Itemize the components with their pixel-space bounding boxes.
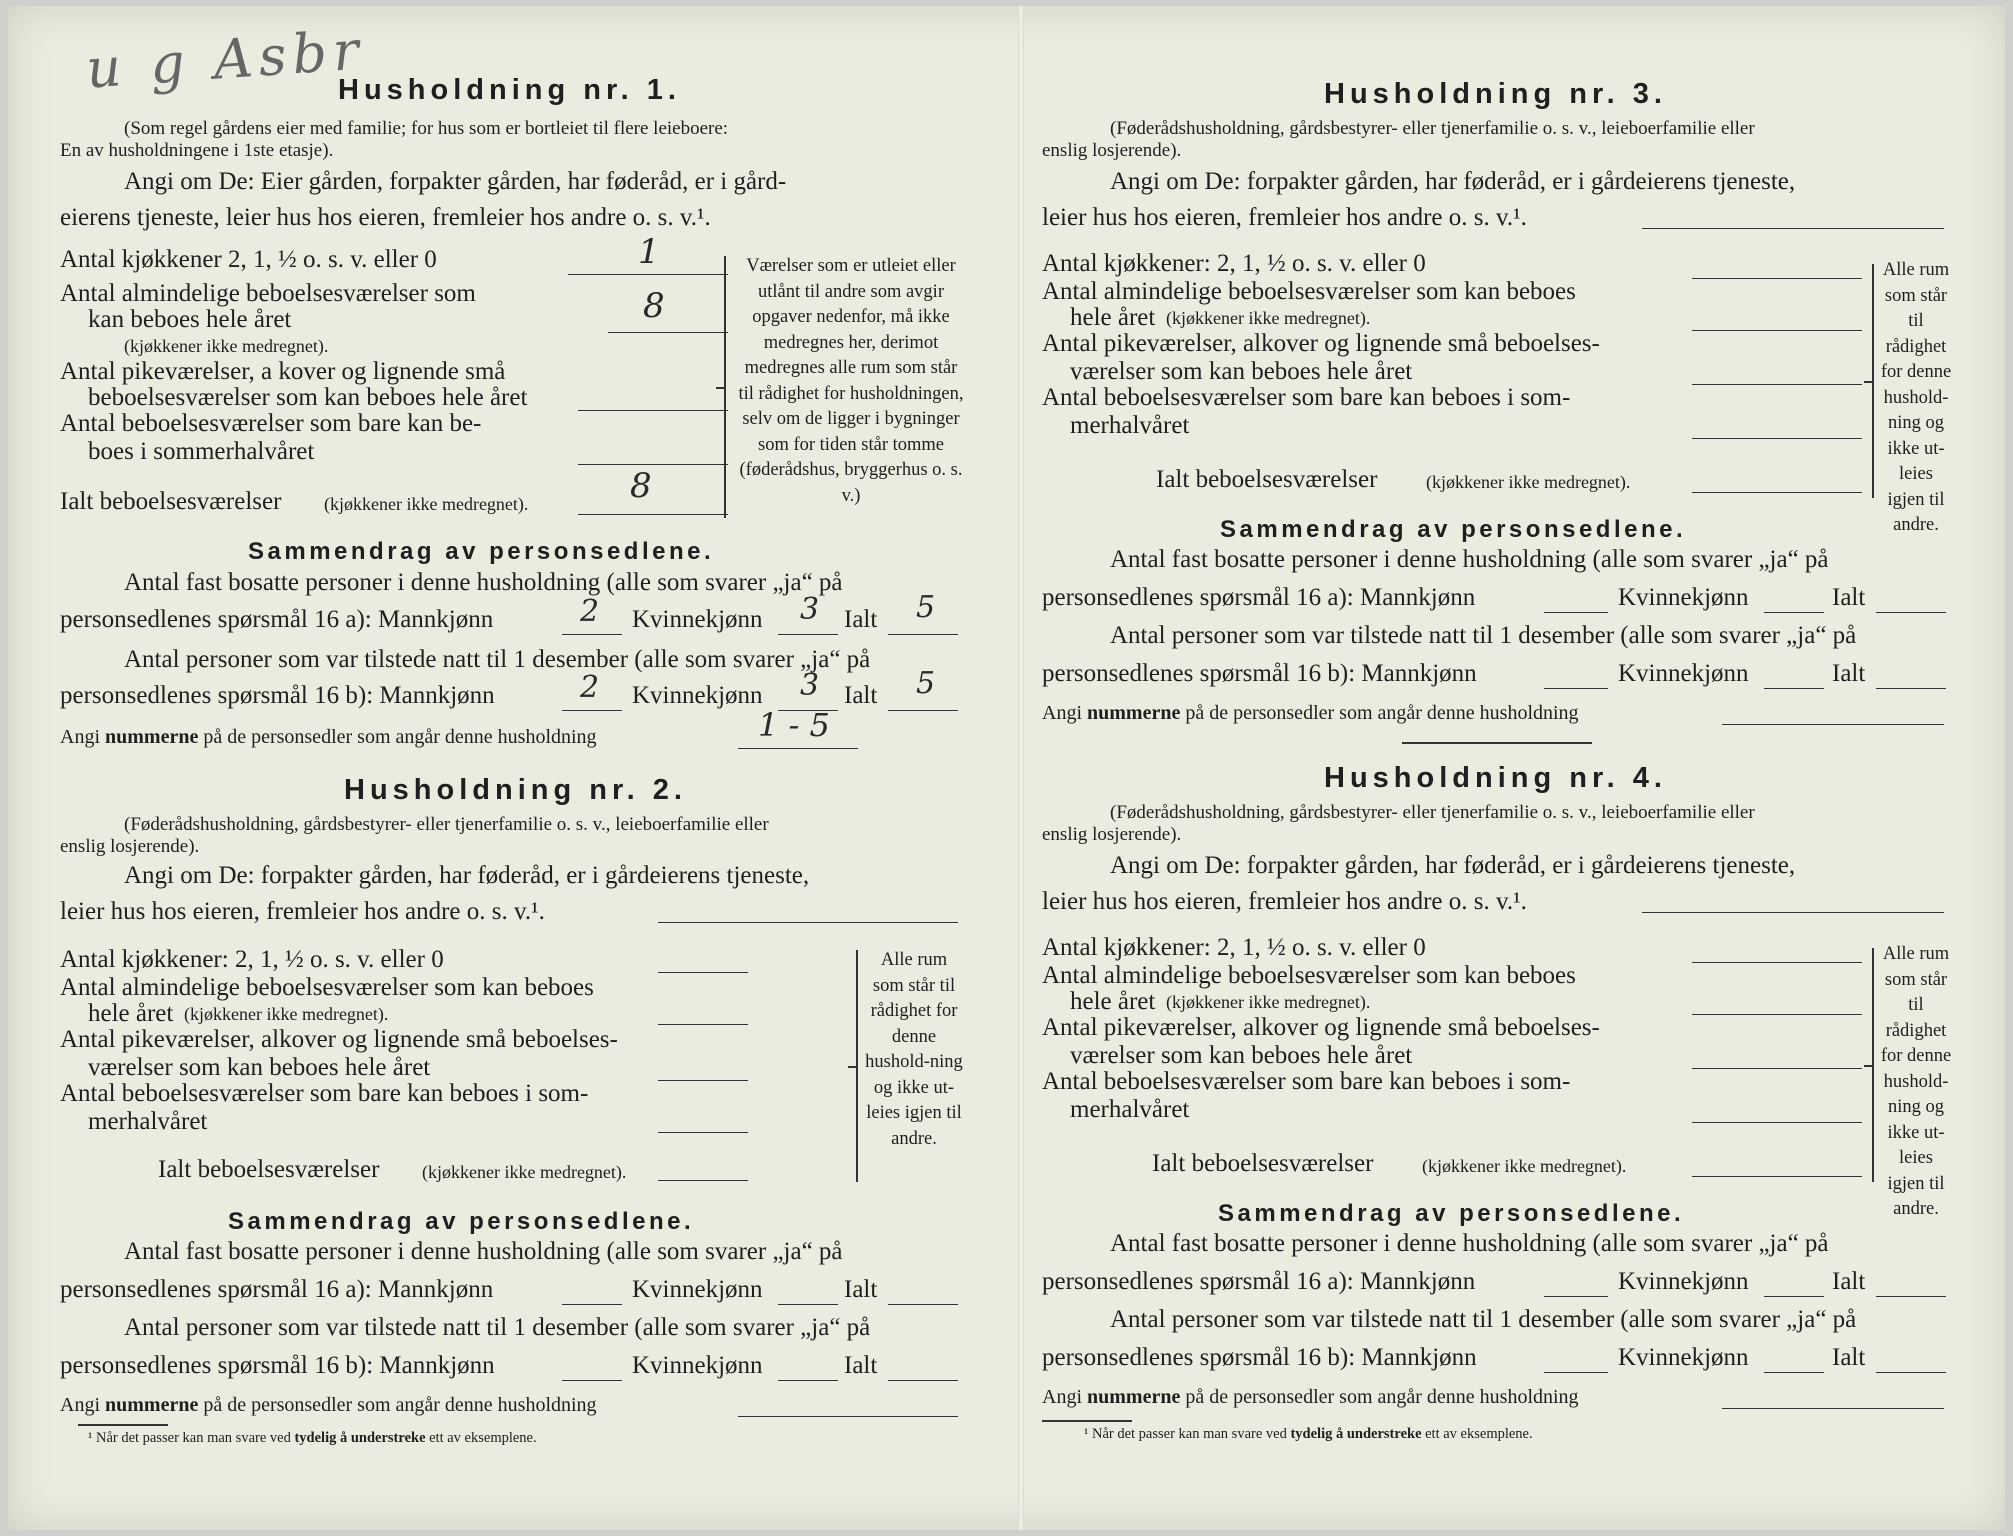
household-4-men-b-line <box>1544 1372 1608 1373</box>
household-1-total-line <box>578 514 728 515</box>
household-3-sum-a1: Antal fast bosatte personer i denne husholdning (alle som svarer „ja“ på <box>1110 546 1829 573</box>
household-3-total-a-label: Ialt <box>1832 584 1866 611</box>
numbers-prefix: Angi <box>1042 702 1082 724</box>
numbers-prefix: Angi <box>60 1394 100 1416</box>
household-3-angi-1: Angi om De: forpakter gården, har føderåd, er i gårdeierens tjeneste, <box>1110 168 1796 195</box>
household-2-men-a-line <box>562 1304 622 1305</box>
household-2-heading: Husholdning nr. 2. <box>344 774 687 806</box>
numbers-bold: nummerne <box>1087 702 1181 724</box>
household-4-small-b: værelser som kan beboes hele året <box>1070 1042 1413 1069</box>
household-3-angi-2: leier hus hos eieren, fremleier hos andre o. s. v.¹. <box>1042 204 1527 231</box>
household-1-total-b: 5 <box>916 666 936 701</box>
household-3-summer-line <box>1692 438 1862 439</box>
household-2-sum-b2: personsedlenes spørsmål 16 b): Mannkjønn <box>60 1352 495 1379</box>
household-4-rooms-b: hele året <box>1070 988 1156 1015</box>
household-2-small-a: Antal pikeværelser, alkover og lignende små beboelses- <box>60 1026 618 1053</box>
household-4-men-a-line <box>1544 1296 1608 1297</box>
household-1-side-note: Værelser som er utleiet eller utlånt til andre som avgir opgaver nedenfor, må ikke medregnes her, derimot medregnes alle rum som står til rådighet for husholdningen, selv om de ligger i bygninger som for tiden står tomme (føderådshus, bryggerhus o. s. v.) <box>738 256 964 506</box>
household-2-small-b: værelser som kan beboes hele året <box>88 1054 431 1081</box>
household-1-numbers-value: 1 - 5 <box>758 706 830 744</box>
household-1-sum-a2: personsedlenes spørsmål 16 a): Mannkjønn <box>60 606 494 633</box>
household-3-small-a: Antal pikeværelser, alkover og lignende små beboelses- <box>1042 330 1600 357</box>
page-fold <box>1018 6 1024 1530</box>
numbers-prefix: Angi <box>1042 1386 1082 1408</box>
household-4-total-b-line <box>1876 1372 1946 1373</box>
left-footnote <box>88 1430 537 1447</box>
household-1-men-a-line <box>562 634 622 635</box>
household-1-rooms-line <box>608 332 728 333</box>
footnote-suffix: ett av eksemplene. <box>1425 1426 1533 1442</box>
household-1-kitchens-line <box>568 274 728 275</box>
household-4-total-b-label: Ialt <box>1832 1344 1866 1371</box>
household-4-summer-line <box>1692 1122 1862 1123</box>
household-4-total-a-line <box>1876 1296 1946 1297</box>
household-1-kitchens-label: Antal kjøkkener 2, 1, ½ o. s. v. eller 0 <box>60 246 437 273</box>
household-1-sum-a1: Antal fast bosatte personer i denne husholdning (alle som svarer „ja“ på <box>124 569 843 596</box>
household-2-numbers-line <box>738 1416 958 1417</box>
household-1-small-b: beboelsesværelser som kan beboes hele året <box>88 384 528 411</box>
household-2-numbers-label <box>60 1394 597 1417</box>
household-4-rooms-c: (kjøkkener ikke medregnet). <box>1166 992 1371 1012</box>
household-3-women-b-line <box>1764 688 1824 689</box>
household-2-angi-line <box>658 922 958 923</box>
household-4-numbers-label <box>1042 1386 1579 1409</box>
household-3-rooms-b: hele året <box>1070 304 1156 331</box>
household-1-women-a: 3 <box>800 592 820 627</box>
household-1-total-note: (kjøkkener ikke medregnet). <box>324 494 529 514</box>
household-4-heading: Husholdning nr. 4. <box>1324 762 1667 794</box>
household-2-angi-1: Angi om De: forpakter gården, har føderåd, er i gårdeierens tjeneste, <box>124 862 810 889</box>
household-1-rooms-a: Antal almindelige beboelsesværelser som <box>60 280 476 307</box>
household-1-women-b: 3 <box>800 668 820 703</box>
household-3-rooms-line <box>1692 330 1862 331</box>
household-3-summary-heading: Sammendrag av personsedlene. <box>1220 516 1687 543</box>
household-3-numbers-line <box>1722 724 1944 725</box>
footnote-prefix: ¹ Når det passer kan man svare ved <box>88 1430 291 1446</box>
household-2-total-a-line <box>888 1304 958 1305</box>
household-2-angi-2: leier hus hos eieren, fremleier hos andre o. s. v.¹. <box>60 898 545 925</box>
numbers-suffix: på de personsedler som angår denne husholdning <box>1185 702 1579 724</box>
household-1-sum-b2: personsedlenes spørsmål 16 b): Mannkjønn <box>60 682 495 709</box>
footnote-prefix: ¹ Når det passer kan man svare ved <box>1084 1426 1287 1442</box>
census-form-sheet <box>8 6 2005 1530</box>
household-3-kitchens-line <box>1692 278 1862 279</box>
household-3-brace <box>1872 264 1874 498</box>
household-2-rooms-c: (kjøkkener ikke medregnet). <box>184 1004 389 1024</box>
household-2-summary-heading: Sammendrag av personsedlene. <box>228 1208 695 1235</box>
household-3-sum-a2: personsedlenes spørsmål 16 a): Mannkjønn <box>1042 584 1476 611</box>
right-footnote <box>1084 1426 1533 1443</box>
household-1-women-a-label: Kvinnekjønn <box>632 606 763 633</box>
household-2-total-b-label: Ialt <box>844 1352 878 1379</box>
household-4-total-line <box>1692 1176 1862 1177</box>
household-2-rooms-a: Antal almindelige beboelsesværelser som kan beboes <box>60 974 594 1001</box>
household-1-rooms-b: kan beboes hele året <box>88 306 292 333</box>
household-3-rooms-c: (kjøkkener ikke medregnet). <box>1166 308 1371 328</box>
household-4-angi-1: Angi om De: forpakter gården, har føderåd, er i gårdeierens tjeneste, <box>1110 852 1796 879</box>
household-1-rooms-c: (kjøkkener ikke medregnet). <box>124 336 329 356</box>
household-4-rooms-line <box>1692 1014 1862 1015</box>
household-3-numbers-label <box>1042 702 1579 725</box>
household-1-women-a-line <box>778 634 838 635</box>
household-4-women-a-label: Kvinnekjønn <box>1618 1268 1749 1295</box>
household-1-men-a: 2 <box>580 594 600 629</box>
household-4-rooms-a: Antal almindelige beboelsesværelser som kan beboes <box>1042 962 1576 989</box>
household-2-men-b-line <box>562 1380 622 1381</box>
household-3-total-label: Ialt beboelsesværelser <box>1156 466 1378 493</box>
household-1-sum-b1: Antal personer som var tilstede natt til 1 desember (alle som svarer „ja“ på <box>124 646 871 673</box>
household-3-women-a-label: Kvinnekjønn <box>1618 584 1749 611</box>
household-2-total-label: Ialt beboelsesværelser <box>158 1156 380 1183</box>
household-1-summer-line <box>578 464 728 465</box>
household-1-brace <box>724 256 726 518</box>
household-1-women-b-label: Kvinnekjønn <box>632 682 763 709</box>
household-3-heading: Husholdning nr. 3. <box>1324 78 1667 110</box>
household-3-side-note: Alle rum som står til rådighet for denne hushold-ning og ikke ut-leies igjen til andre. <box>1880 260 1952 535</box>
household-3-total-line <box>1692 492 1862 493</box>
numbers-prefix: Angi <box>60 726 100 748</box>
household-4-total-note: (kjøkkener ikke medregnet). <box>1422 1156 1627 1176</box>
household-2-total-line <box>658 1180 748 1181</box>
household-4-women-a-line <box>1764 1296 1824 1297</box>
household-1-numbers-label <box>60 726 597 749</box>
household-4-sum-a1: Antal fast bosatte personer i denne husholdning (alle som svarer „ja“ på <box>1110 1230 1829 1257</box>
household-3-total-b-line <box>1876 688 1946 689</box>
household-1-small-line <box>578 410 728 411</box>
household-1-heading: Husholdning nr. 1. <box>338 74 681 106</box>
numbers-bold: nummerne <box>1087 1386 1181 1408</box>
household-3-total-b-label: Ialt <box>1832 660 1866 687</box>
household-separator <box>1402 742 1592 744</box>
household-1-summary-heading: Sammendrag av personsedlene. <box>248 538 715 565</box>
household-1-rooms-value: 8 <box>643 286 665 326</box>
household-4-summer-a: Antal beboelsesværelser som bare kan beboes i som- <box>1042 1068 1571 1095</box>
household-2-sum-a2: personsedlenes spørsmål 16 a): Mannkjønn <box>60 1276 494 1303</box>
household-2-side-note: Alle rum som står til rådighet for denne hushold-ning og ikke ut-leies igjen til andre. <box>865 950 963 1149</box>
household-1-angi-2: eierens tjeneste, leier hus hos eieren, fremleier hos andre o. s. v.¹. <box>60 204 711 231</box>
household-2-total-note: (kjøkkener ikke medregnet). <box>422 1162 627 1182</box>
household-4-brace <box>1872 948 1874 1182</box>
household-2-women-a-line <box>778 1304 838 1305</box>
household-4-kitchens-line <box>1692 962 1862 963</box>
household-2-sum-a1: Antal fast bosatte personer i denne husholdning (alle som svarer „ja“ på <box>124 1238 843 1265</box>
household-1-small-a: Antal pikeværelser, a kover og lignende små <box>60 358 506 385</box>
household-2-brace <box>856 950 858 1182</box>
pencil-mark: u g Asbr <box>84 18 367 101</box>
numbers-suffix: på de personsedler som angår denne husholdning <box>203 1394 597 1416</box>
household-4-note-2: enslig losjerende). <box>1042 824 1182 845</box>
household-1-men-b: 2 <box>580 670 600 705</box>
numbers-bold: nummerne <box>105 1394 199 1416</box>
numbers-suffix: på de personsedler som angår denne husholdning <box>1185 1386 1579 1408</box>
household-1-note-2: En av husholdningene i 1ste etasje). <box>60 140 334 161</box>
household-2-women-a-label: Kvinnekjønn <box>632 1276 763 1303</box>
household-1-summer-a: Antal beboelsesværelser som bare kan be- <box>60 410 482 437</box>
household-3-summer-a: Antal beboelsesværelser som bare kan beboes i som- <box>1042 384 1571 411</box>
household-4-sum-a2: personsedlenes spørsmål 16 a): Mannkjønn <box>1042 1268 1476 1295</box>
household-3-small-b: værelser som kan beboes hele året <box>1070 358 1413 385</box>
household-2-summer-a: Antal beboelsesværelser som bare kan beboes i som- <box>60 1080 589 1107</box>
household-4-total-a-label: Ialt <box>1832 1268 1866 1295</box>
household-3-men-b-line <box>1544 688 1608 689</box>
household-2-rooms-b: hele året <box>88 1000 174 1027</box>
household-1-total-a-line <box>888 634 958 635</box>
household-2-kitchens-label: Antal kjøkkener: 2, 1, ½ o. s. v. eller 0 <box>60 946 444 973</box>
household-2-note-1: (Føderådshusholdning, gårdsbestyrer- eller tjenerfamilie o. s. v., leieboerfamilie eller <box>124 814 769 835</box>
household-4-women-b-label: Kvinnekjønn <box>1618 1344 1749 1371</box>
household-1-total-a-label: Ialt <box>844 606 878 633</box>
household-3-small-line <box>1692 384 1862 385</box>
household-3-women-a-line <box>1764 612 1824 613</box>
household-1-men-b-line <box>562 710 622 711</box>
household-3-total-a-line <box>1876 612 1946 613</box>
household-4-summer-b: merhalvåret <box>1070 1096 1190 1123</box>
household-4-summary-heading: Sammendrag av personsedlene. <box>1218 1200 1685 1227</box>
household-4-sum-b2: personsedlenes spørsmål 16 b): Mannkjønn <box>1042 1344 1477 1371</box>
household-2-women-b-line <box>778 1380 838 1381</box>
household-3-kitchens-label: Antal kjøkkener: 2, 1, ½ o. s. v. eller 0 <box>1042 250 1426 277</box>
household-1-total-label: Ialt beboelsesværelser <box>60 488 282 515</box>
household-3-note-1: (Føderådshusholdning, gårdsbestyrer- eller tjenerfamilie o. s. v., leieboerfamilie eller <box>1110 118 1755 139</box>
household-4-side-note: Alle rum som står til rådighet for denne hushold-ning og ikke ut-leies igjen til andre. <box>1880 944 1952 1219</box>
household-4-sum-b1: Antal personer som var tilstede natt til 1 desember (alle som svarer „ja“ på <box>1110 1306 1857 1333</box>
household-2-summer-line <box>658 1132 748 1133</box>
household-1-total-b-label: Ialt <box>844 682 878 709</box>
household-3-angi-line <box>1642 228 1944 229</box>
household-1-note-1: (Som regel gårdens eier med familie; for hus som er bortleiet til flere leieboere: <box>124 118 729 139</box>
household-1-numbers-line <box>738 748 858 749</box>
footnote-bold: tydelig å understreke <box>1290 1426 1422 1442</box>
footnote-suffix: ett av eksemplene. <box>429 1430 537 1446</box>
household-3-men-a-line <box>1544 612 1608 613</box>
household-4-angi-2: leier hus hos eieren, fremleier hos andre o. s. v.¹. <box>1042 888 1527 915</box>
household-4-angi-line <box>1642 912 1944 913</box>
household-4-note-1: (Føderådshusholdning, gårdsbestyrer- eller tjenerfamilie o. s. v., leieboerfamilie eller <box>1110 802 1755 823</box>
household-4-women-b-line <box>1764 1372 1824 1373</box>
household-4-small-a: Antal pikeværelser, alkover og lignende små beboelses- <box>1042 1014 1600 1041</box>
household-1-total-b-line <box>888 710 958 711</box>
footnote-separator <box>1042 1420 1132 1422</box>
household-4-numbers-line <box>1722 1408 1944 1409</box>
household-2-total-b-line <box>888 1380 958 1381</box>
household-3-rooms-a: Antal almindelige beboelsesværelser som kan beboes <box>1042 278 1576 305</box>
household-2-summer-b: merhalvåret <box>88 1108 208 1135</box>
household-1-total-value: 8 <box>630 466 652 506</box>
household-3-sum-b2: personsedlenes spørsmål 16 b): Mannkjønn <box>1042 660 1477 687</box>
household-2-rooms-line <box>658 1024 748 1025</box>
footnote-bold: tydelig å understreke <box>294 1430 426 1446</box>
numbers-suffix: på de personsedler som angår denne husholdning <box>203 726 597 748</box>
numbers-bold: nummerne <box>105 726 199 748</box>
household-4-kitchens-label: Antal kjøkkener: 2, 1, ½ o. s. v. eller 0 <box>1042 934 1426 961</box>
household-1-kitchens-value: 1 <box>638 232 660 272</box>
household-3-note-2: enslig losjerende). <box>1042 140 1182 161</box>
footnote-separator <box>78 1424 168 1426</box>
household-2-note-2: enslig losjerende). <box>60 836 200 857</box>
household-3-summer-b: merhalvåret <box>1070 412 1190 439</box>
household-2-total-a-label: Ialt <box>844 1276 878 1303</box>
household-2-kitchens-line <box>658 972 748 973</box>
household-1-total-a: 5 <box>916 590 936 625</box>
household-2-small-line <box>658 1080 748 1081</box>
household-1-summer-b: boes i sommerhalvåret <box>88 438 315 465</box>
household-3-women-b-label: Kvinnekjønn <box>1618 660 1749 687</box>
household-3-sum-b1: Antal personer som var tilstede natt til 1 desember (alle som svarer „ja“ på <box>1110 622 1857 649</box>
household-2-women-b-label: Kvinnekjønn <box>632 1352 763 1379</box>
household-4-total-label: Ialt beboelsesværelser <box>1152 1150 1374 1177</box>
household-4-small-line <box>1692 1068 1862 1069</box>
household-1-angi-1: Angi om De: Eier gården, forpakter gården, har føderåd, er i gård- <box>124 168 787 195</box>
household-3-total-note: (kjøkkener ikke medregnet). <box>1426 472 1631 492</box>
household-2-sum-b1: Antal personer som var tilstede natt til 1 desember (alle som svarer „ja“ på <box>124 1314 871 1341</box>
